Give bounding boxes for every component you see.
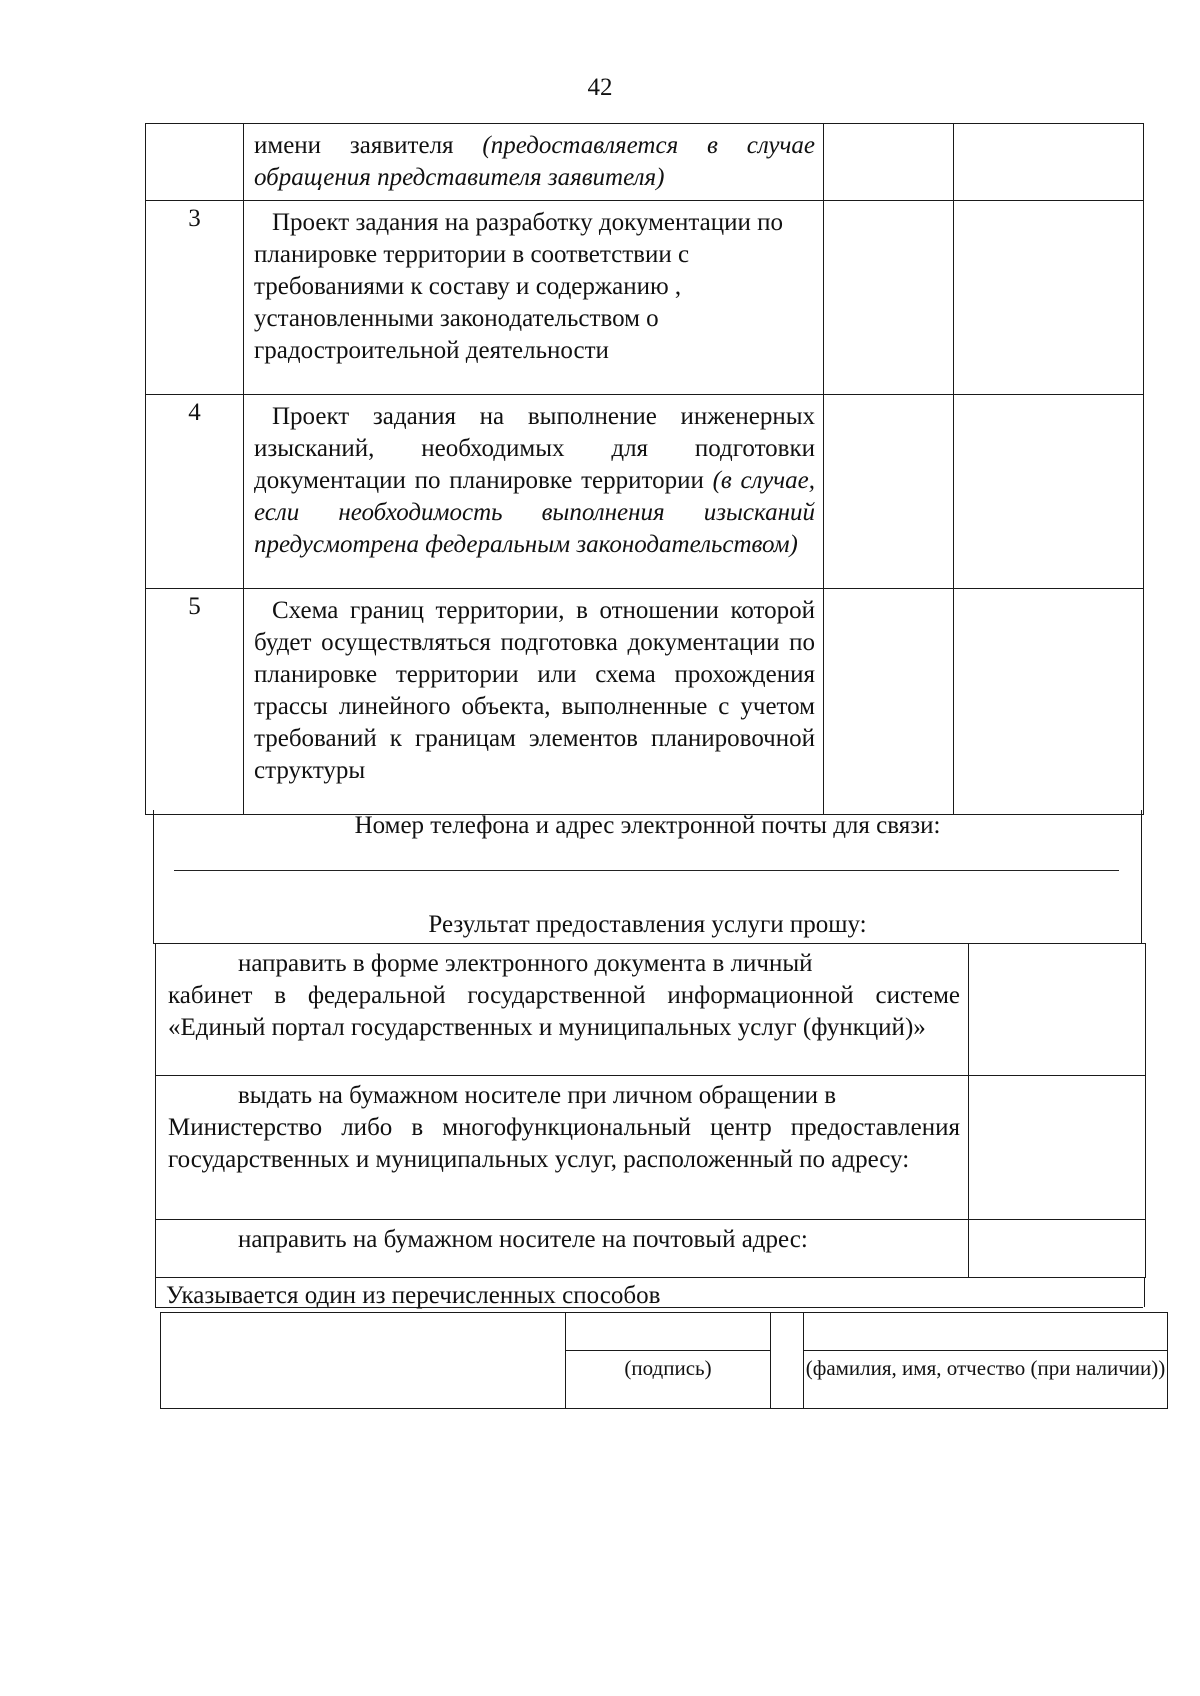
option-text — [156, 1076, 969, 1220]
contact-label: Номер телефона и адрес электронной почты для связи: — [354, 812, 941, 839]
documents-table — [145, 123, 1144, 815]
row-text — [244, 395, 824, 589]
table-row — [146, 395, 1144, 589]
option-text — [156, 944, 969, 1076]
date-cell[interactable] — [161, 1313, 566, 1409]
option-row — [156, 944, 1146, 1076]
row-text — [244, 201, 824, 395]
option-text-first: направить в форме электронного документа в личный — [238, 950, 813, 977]
signature-row — [161, 1313, 1168, 1351]
table-row — [146, 589, 1144, 815]
signature-field[interactable] — [566, 1313, 771, 1351]
row-text-main: имени заявителя — [254, 132, 454, 159]
row-cell-empty[interactable] — [954, 395, 1144, 589]
row-number — [146, 124, 244, 201]
signature-table — [160, 1312, 1168, 1409]
row-number: 5 — [146, 589, 244, 815]
option-checkbox[interactable] — [969, 1076, 1146, 1220]
row-cell-empty[interactable] — [824, 589, 954, 815]
result-heading: Результат предоставления услуги прошу: — [428, 911, 867, 938]
row-cell-empty[interactable] — [824, 395, 954, 589]
table-row — [146, 124, 1144, 201]
option-checkbox[interactable] — [969, 944, 1146, 1076]
option-text — [156, 1220, 969, 1278]
option-checkbox[interactable] — [969, 1220, 1146, 1278]
option-text-first: выдать на бумажном носителе при личном обращении в — [238, 1082, 837, 1109]
signature-caption: (подпись) — [566, 1351, 771, 1409]
row-number: 3 — [146, 201, 244, 395]
row-text-main: Проект задания на выполнение инженерных изысканий, необходимых для подготовки документации по планировке территории — [254, 403, 815, 494]
name-caption: (фамилия, имя, отчество (при наличии)) — [804, 1351, 1168, 1409]
method-note-text: Указывается один из перечисленных способов — [166, 1282, 661, 1309]
option-text-rest: кабинет в федеральной государственной информационной системе «Единый портал государственных и муниципальных услуг (функций)» — [168, 982, 960, 1041]
row-number: 4 — [146, 395, 244, 589]
row-cell-empty[interactable] — [824, 201, 954, 395]
row-text — [244, 589, 824, 815]
row-cell-empty[interactable] — [824, 124, 954, 201]
option-text-rest: Министерство либо в многофункциональный центр предоставления государственных и муниципальных услуг, расположенный по адресу: — [168, 1114, 960, 1173]
page-number: 42 — [587, 74, 613, 101]
option-row — [156, 1220, 1146, 1278]
option-text-first: направить на бумажном носителе на почтовый адрес: — [238, 1226, 808, 1253]
row-cell-empty[interactable] — [954, 201, 1144, 395]
row-text-main: Схема границ территории, в отношении которой будет осуществляться подготовка документации по планировке территории или схема прохождения трассы линейного объекта, выполненные с учетом требований к границам элементов планировочной структуры — [254, 597, 815, 784]
row-text-note: (предоставляется в случае обращения представителя заявителя) — [254, 132, 816, 191]
row-cell-empty[interactable] — [954, 589, 1144, 815]
row-text-main: Проект задания на разработку документации по планировке территории в соответствии с требованиями к составу и содержанию , установленными законодательством о градостроительной деятельности — [254, 209, 783, 364]
spacer-cell — [771, 1313, 804, 1409]
row-cell-empty[interactable] — [954, 124, 1144, 201]
name-field[interactable] — [804, 1313, 1168, 1351]
result-options-table — [155, 943, 1146, 1278]
contact-line[interactable] — [174, 870, 1119, 871]
row-text — [244, 124, 824, 201]
contact-block — [153, 810, 1142, 944]
row-text-note: (в случае, если необходимость выполнения изысканий предусмотрена федеральным законодательством) — [254, 467, 815, 558]
option-row — [156, 1076, 1146, 1220]
table-row — [146, 201, 1144, 395]
